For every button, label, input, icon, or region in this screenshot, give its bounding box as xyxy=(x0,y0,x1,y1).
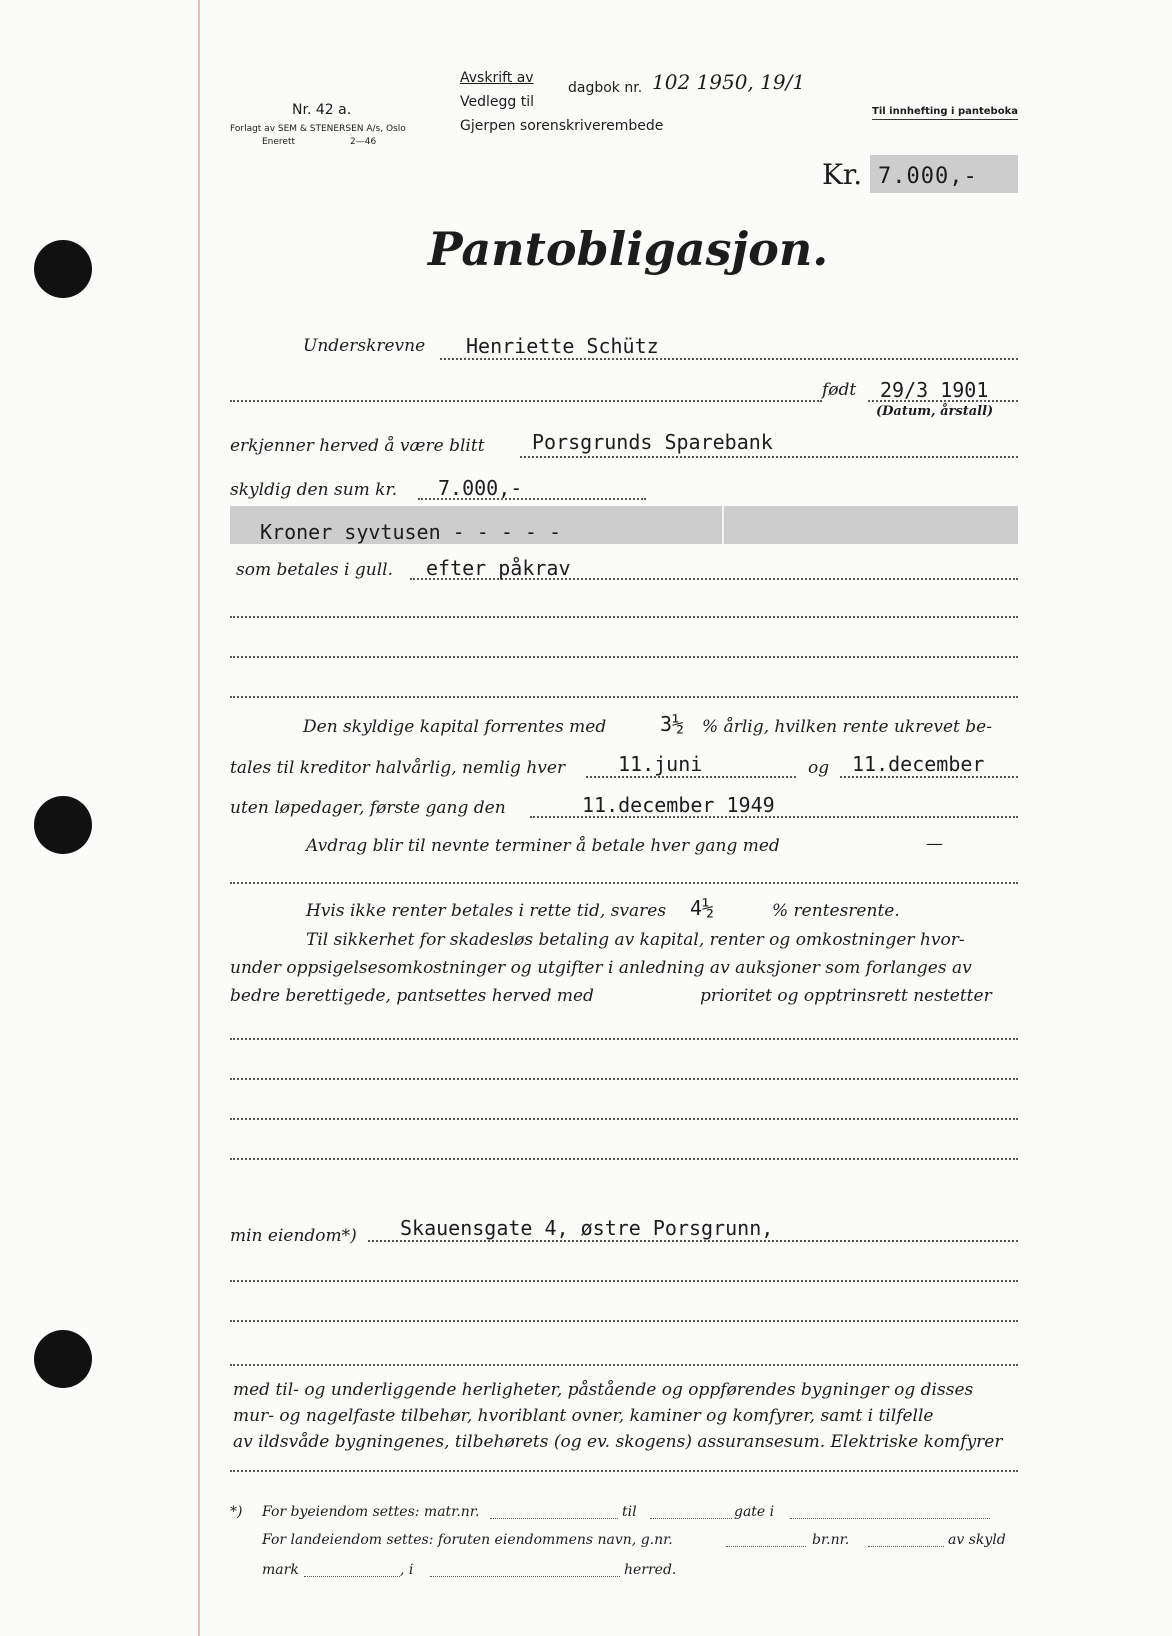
penalty-rate: 4½ xyxy=(690,896,715,920)
amount-in-words: Kroner syvtusen - - - - - xyxy=(260,520,562,544)
footnote-text: til xyxy=(622,1504,637,1520)
interest-text: uten løpedager, første gang den xyxy=(230,798,506,818)
blank-line xyxy=(230,1364,1018,1366)
undersignert-label: Underskrevne xyxy=(303,336,426,356)
stamp-avskrift: Avskrift av xyxy=(460,70,534,86)
first-interest-date: 11.december 1949 xyxy=(582,793,775,817)
interest-date-1: 11.juni xyxy=(618,752,703,776)
footnote-text: mark xyxy=(262,1562,299,1578)
blank-line xyxy=(230,1078,1018,1080)
document-title: Pantobligasjon. xyxy=(428,222,829,276)
blank-line xyxy=(230,1158,1018,1160)
footnote-text: For landeiendom settes: foruten eiendommens navn, g.nr. xyxy=(262,1532,673,1548)
eiendom-value: Skauensgate 4, østre Porsgrunn, xyxy=(400,1216,774,1240)
avdrag-text: Avdrag blir til nevnte terminer å betale hver gang med xyxy=(306,836,780,856)
blank-line xyxy=(230,656,1018,658)
interest-rate: 3½ xyxy=(660,712,685,736)
publisher-code: 2—46 xyxy=(350,137,377,147)
interest-text: tales til kreditor halvårlig, nemlig hver xyxy=(230,758,566,778)
publisher-line: Forlagt av SEM & STENERSEN A/s, Oslo xyxy=(230,124,406,134)
betales-label: som betales i gull. xyxy=(236,560,393,580)
handwritten-journal-ref: 102 1950, 19/1 xyxy=(652,70,806,94)
footnote-line xyxy=(790,1518,990,1519)
footnote-text: , i xyxy=(400,1562,414,1578)
footnote-line xyxy=(868,1546,944,1547)
undersignert-line xyxy=(440,358,1018,360)
fodt-value: 29/3 1901 xyxy=(880,378,989,402)
security-text: Til sikkerhet for skadesløs betaling av kapital, renter og omkostninger hvor- xyxy=(306,930,965,950)
footnote-line xyxy=(304,1576,400,1577)
fodt-label: født xyxy=(822,380,857,400)
eiendom-line xyxy=(368,1240,1018,1242)
closing-text: av ildsvåde bygningenes, tilbehørets (og ev. skogens) assuransesum. Elektriske komfyrer xyxy=(233,1432,1003,1452)
footnote-line xyxy=(430,1576,620,1577)
closing-text: mur- og nagelfaste tilbehør, hvoriblant ovner, kaminer og komfyrer, samt i tilfelle xyxy=(233,1406,934,1426)
kr-amount: 7.000,- xyxy=(878,164,978,189)
stamp-vedlegg: Vedlegg til xyxy=(460,94,534,110)
footnote-line xyxy=(726,1546,806,1547)
erkjenner-label: erkjenner herved å være blitt xyxy=(230,436,485,456)
footnote-star: *) xyxy=(230,1504,243,1520)
interest-text: Den skyldige kapital forrentes med xyxy=(303,717,607,737)
blank-line xyxy=(230,882,1018,884)
security-text: prioritet og opptrinsrett nestetter xyxy=(700,986,992,1006)
security-text: under oppsigelsesomkostninger og utgifter i anledning av auksjoner som forlanges av xyxy=(230,958,972,978)
kr-label: Kr. xyxy=(822,158,863,191)
blank-line xyxy=(230,400,822,402)
form-number: Nr. 42 a. xyxy=(292,102,352,118)
punch-hole xyxy=(34,796,92,854)
eiendom-label: min eiendom*) xyxy=(230,1226,357,1246)
betales-value: efter påkrav xyxy=(426,556,571,580)
interest-text: % årlig, hvilken rente ukrevet be- xyxy=(702,717,992,737)
skyldig-label: skyldig den sum kr. xyxy=(230,480,398,500)
fodt-hint: (Datum, årstall) xyxy=(876,404,994,419)
blank-line xyxy=(230,1118,1018,1120)
undersignert-value: Henriette Schütz xyxy=(466,334,659,358)
penalty-text: % rentesrente. xyxy=(772,901,900,921)
security-text: bedre berettigede, pantsettes herved med xyxy=(230,986,594,1006)
date2-line xyxy=(840,776,1018,778)
penalty-text: Hvis ikke renter betales i rette tid, svares xyxy=(306,901,667,921)
blank-line xyxy=(230,1280,1018,1282)
stamp-court: Gjerpen sorenskriverembede xyxy=(460,118,664,134)
creditor-value: Porsgrunds Sparebank xyxy=(532,430,773,454)
footnote-line xyxy=(490,1518,618,1519)
footnote-text: br.nr. xyxy=(812,1532,850,1548)
date1-line xyxy=(586,776,796,778)
punch-hole xyxy=(34,1330,92,1388)
avdrag-value: — xyxy=(926,834,943,854)
punch-hole xyxy=(34,240,92,298)
footnote-text: For byeiendom settes: matr.nr. xyxy=(262,1504,480,1520)
interest-og: og xyxy=(808,758,830,778)
corner-note: Til innhefting i panteboka xyxy=(872,106,1018,120)
footnote-line xyxy=(650,1518,732,1519)
shade-divider xyxy=(722,506,724,544)
blank-line xyxy=(230,696,1018,698)
publisher-enerett: Enerett xyxy=(262,137,296,147)
margin-rule xyxy=(198,0,200,1636)
skyldig-value: 7.000,- xyxy=(438,476,523,500)
blank-line xyxy=(230,1038,1018,1040)
closing-text: med til- og underliggende herligheter, påstående og oppførendes bygninger og disses xyxy=(233,1380,974,1400)
blank-line xyxy=(230,616,1018,618)
footnote-text: av skyld xyxy=(948,1532,1006,1548)
blank-line xyxy=(230,1320,1018,1322)
stamp-dagbok: dagbok nr. xyxy=(568,80,643,96)
footnote-text: gate i xyxy=(734,1504,775,1520)
interest-date-2: 11.december xyxy=(852,752,985,776)
footnote-text: herred. xyxy=(624,1562,677,1578)
creditor-line xyxy=(520,456,1018,458)
blank-line xyxy=(230,1470,1018,1472)
